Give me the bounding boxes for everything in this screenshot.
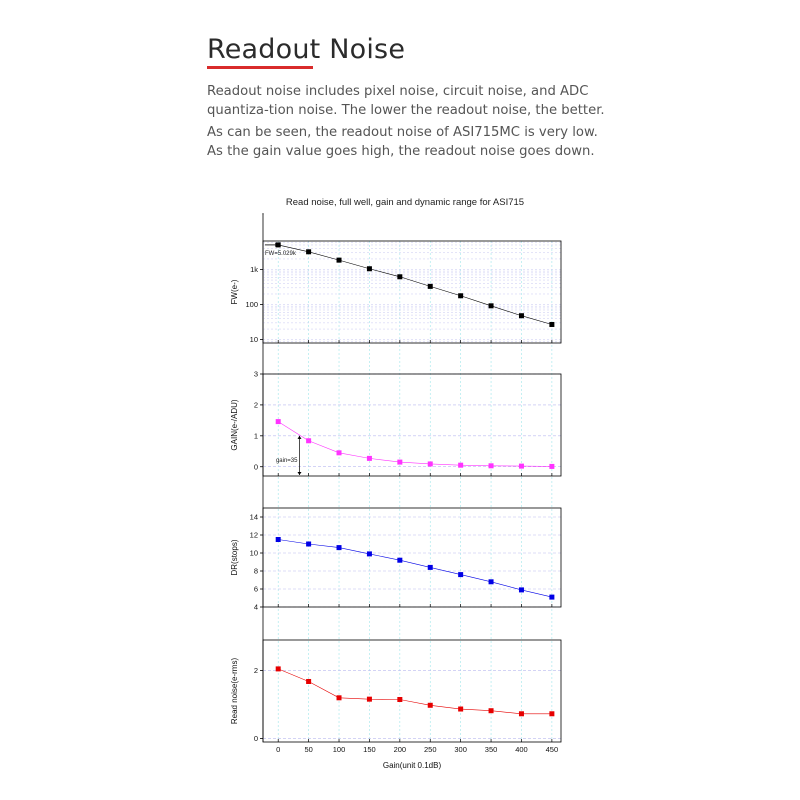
axis-top-mark: .	[261, 208, 265, 217]
y-tick-label: 1	[253, 431, 258, 441]
data-point	[367, 551, 372, 556]
data-point	[367, 266, 372, 271]
data-point	[549, 595, 554, 600]
data-point	[519, 711, 524, 716]
y-tick-label: 14	[249, 512, 258, 522]
data-point	[428, 284, 433, 289]
data-point	[489, 463, 494, 468]
panel-frame	[263, 640, 561, 742]
data-point	[276, 419, 281, 424]
data-point	[306, 542, 311, 547]
data-point	[276, 666, 281, 671]
data-point	[489, 579, 494, 584]
data-point	[367, 456, 372, 461]
y-tick-label: 0	[253, 462, 258, 472]
y-tick-label: 3	[253, 369, 258, 379]
x-tick-label: 200	[393, 745, 407, 754]
data-point	[458, 463, 463, 468]
data-point	[428, 461, 433, 466]
series-line	[278, 540, 552, 598]
data-point	[397, 697, 402, 702]
data-point	[549, 711, 554, 716]
data-point	[428, 565, 433, 570]
data-point	[337, 695, 342, 700]
data-point	[489, 303, 494, 308]
x-tick-label: 100	[332, 745, 346, 754]
y-tick-label: 10	[249, 335, 258, 345]
intro-paragraph: Readout noise includes pixel noise, circuit noise, and ADC quantiza-tion noise. The lower the readout noise, the better.	[207, 84, 605, 118]
data-point	[458, 293, 463, 298]
y-tick-label: 4	[253, 602, 258, 612]
y-axis-label: Read noise(e-rms)	[230, 657, 239, 725]
panel-frame	[263, 508, 561, 607]
data-point	[306, 679, 311, 684]
data-point	[337, 545, 342, 550]
x-axis-label: Gain(unit 0.1dB)	[382, 761, 442, 770]
data-point	[337, 258, 342, 263]
y-tick-label: 2	[253, 666, 258, 676]
data-point	[458, 707, 463, 712]
data-point	[276, 537, 281, 542]
y-tick-label: 2	[253, 400, 258, 410]
x-tick-label: 350	[484, 745, 498, 754]
data-point	[306, 249, 311, 254]
x-tick-label: 50	[304, 745, 313, 754]
annotation-label: FW=5.029k	[265, 250, 296, 257]
y-tick-label: 6	[253, 584, 258, 594]
data-point	[397, 274, 402, 279]
y-axis-label: DR(stops)	[230, 539, 239, 576]
data-point	[458, 572, 463, 577]
x-tick-label: 450	[545, 745, 559, 754]
data-point	[519, 313, 524, 318]
x-tick-label: 150	[363, 745, 376, 754]
annotation-arrowhead	[297, 436, 301, 439]
annotation-label: gain=35	[275, 458, 298, 465]
data-point	[367, 697, 372, 702]
detail-paragraph: As can be seen, the readout noise of ASI715MC is very low. As the gain value goes high, the readout noise goes down.	[207, 125, 598, 159]
annotation-arrowhead	[297, 472, 301, 475]
data-point	[428, 703, 433, 708]
y-tick-label: 1k	[250, 265, 258, 275]
x-tick-label: 300	[454, 745, 467, 754]
data-point	[397, 460, 402, 465]
y-tick-label: 10	[249, 548, 258, 558]
y-tick-label: 0	[253, 734, 258, 744]
data-point	[549, 322, 554, 327]
series-line	[275, 422, 552, 467]
page-title: Readout Noise	[207, 34, 406, 65]
data-point	[489, 708, 494, 713]
data-point	[306, 438, 311, 443]
data-point	[397, 558, 402, 563]
panel-frame	[263, 241, 561, 343]
x-tick-label: 250	[423, 745, 437, 754]
y-tick-label: 100	[245, 300, 258, 310]
y-tick-label: 8	[253, 566, 258, 576]
data-point	[519, 464, 524, 469]
x-tick-label: 0	[276, 745, 281, 754]
panel-frame	[263, 374, 561, 476]
data-point	[519, 587, 524, 592]
y-tick-label: 12	[249, 530, 258, 540]
chart-title: Read noise, full well, gain and dynamic range for ASI715	[285, 197, 525, 208]
y-axis-label: FW(e-)	[230, 279, 239, 305]
y-axis-label: GAIN(e-/ADU)	[230, 399, 239, 451]
series-line	[278, 669, 552, 714]
x-tick-label: 400	[515, 745, 528, 754]
data-point	[337, 450, 342, 455]
data-point	[549, 464, 554, 469]
